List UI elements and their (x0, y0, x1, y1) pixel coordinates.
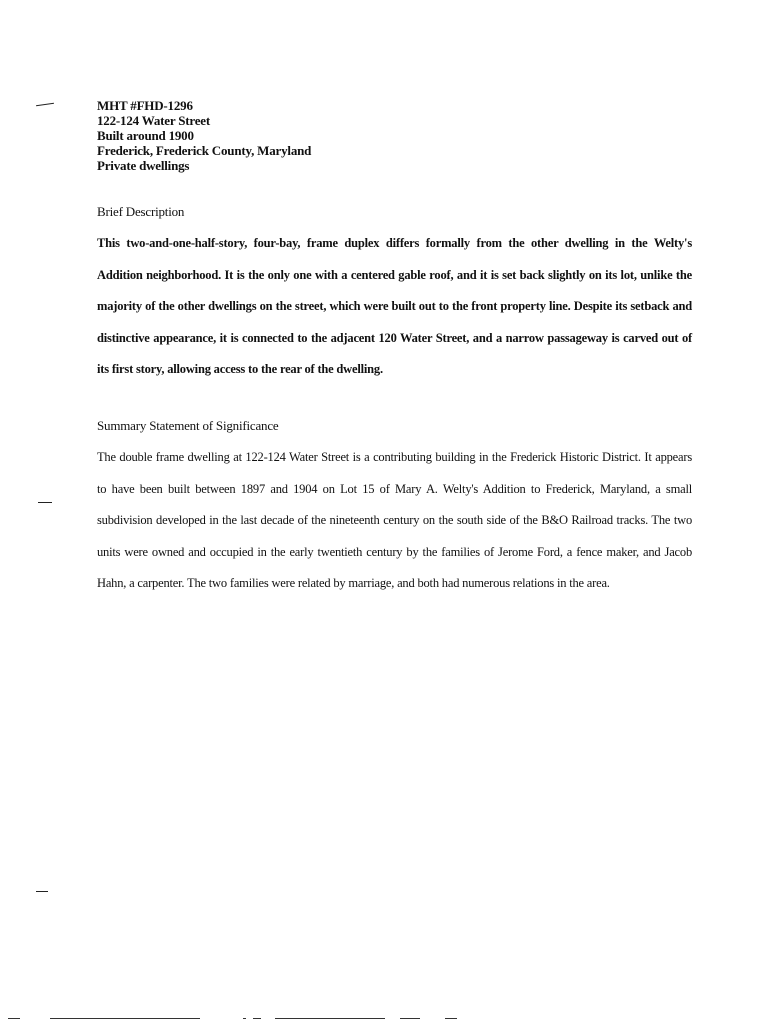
scan-line (445, 1018, 457, 1019)
section-heading: Summary Statement of Significance (97, 418, 279, 433)
margin-mark (36, 891, 48, 892)
header-location: Frederick, Frederick County, Maryland (97, 143, 312, 158)
scan-line (50, 1018, 200, 1019)
header-date-built: Built around 1900 (97, 128, 194, 143)
scan-line (253, 1018, 261, 1019)
margin-mark (38, 502, 52, 503)
header-use: Private dwellings (97, 158, 190, 173)
header-inventory-number: MHT #FHD-1296 (97, 98, 193, 113)
paragraph: The double frame dwelling at 122-124 Water Street is a contributing building in the Frederick Historic District. It appears to have been built between 1897 and 1904 on Lot 15 of Mary A. Welty's Addition to Frederick, Maryland, a small subdivision developed in the last decade of the nineteenth century on the south side of the B&O Railroad tracks. The two units were owned and occupied in the early twentieth century by the families of Jerome Ford, a fence maker, and Jacob Hahn, a carpenter. The two families were related by marriage, and both had numerous relations in the area. (97, 450, 692, 590)
section-heading: Brief Description (97, 204, 185, 219)
scan-line (8, 1018, 20, 1019)
paragraph: This two-and-one-half-story, four-bay, frame duplex differs formally from the other dwelling in the Welty's Addition neighborhood. It is the only one with a centered gable roof, and it is set back slightly on its lot, unlike the majority of the other dwellings on the street, which were built out to the front property line. Despite its setback and distinctive appearance, it is connected to the adjacent 120 Water Street, and a narrow passageway is carved out of its first story, allowing access to the rear of the dwelling. (97, 236, 692, 376)
brief-description-section (97, 204, 692, 386)
scan-line (275, 1018, 385, 1019)
header-address: 122-124 Water Street (97, 113, 210, 128)
significance-section (97, 418, 692, 600)
scan-line (243, 1018, 246, 1019)
document-header (97, 98, 311, 173)
scan-line (400, 1018, 420, 1019)
margin-mark (36, 103, 54, 106)
